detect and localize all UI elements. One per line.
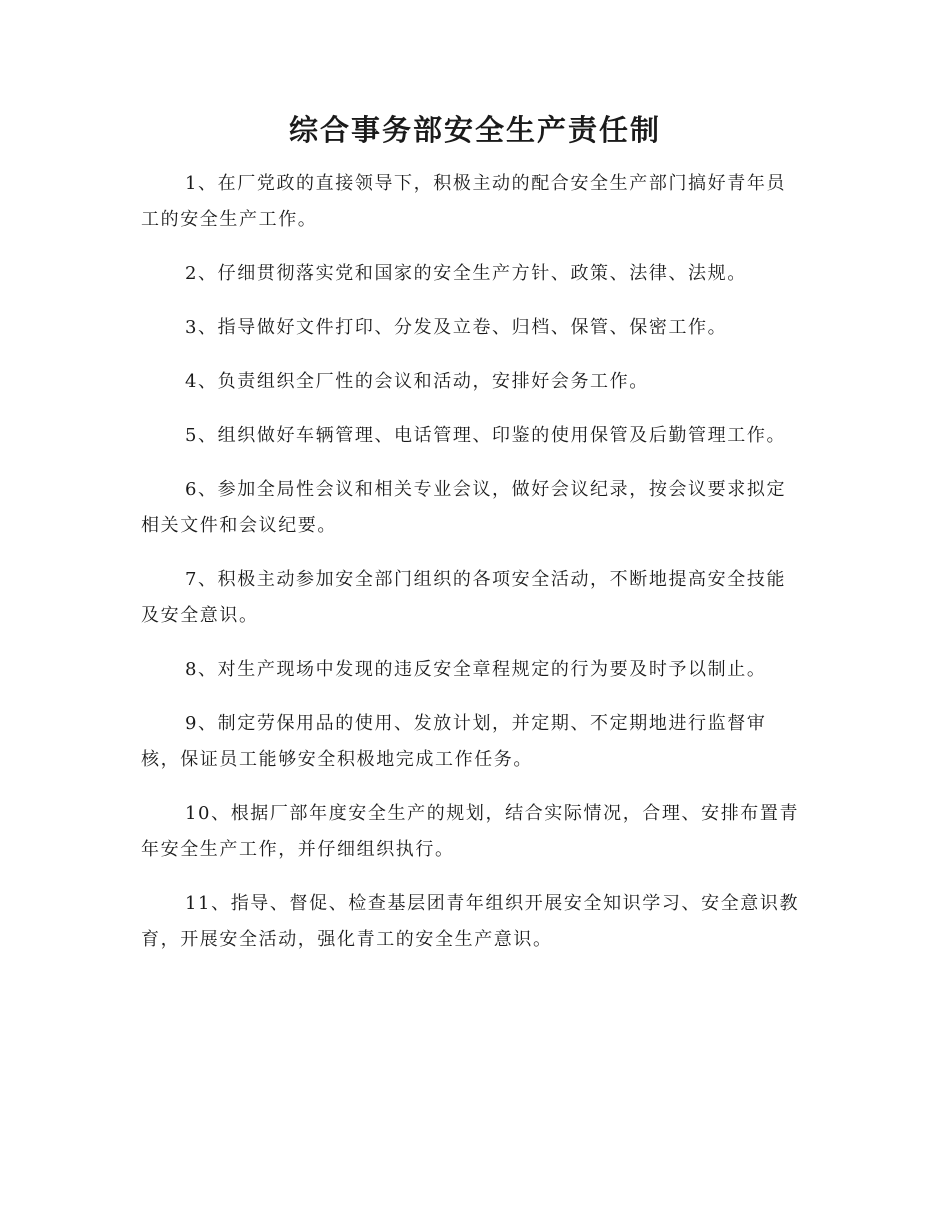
paragraph-2: 2、仔细贯彻落实党和国家的安全生产方针、政策、法律、法规。: [185, 263, 747, 284]
paragraph-9: 9、制定劳保用品的使用、发放计划，并定期、不定期地进行监督审核，保证员工能够安全积极地完成工作任务。: [141, 713, 767, 770]
paragraph-11: 11、指导、督促、检查基层团青年组织开展安全知识学习、安全意识教育，开展安全活动，强化青工的安全生产意识。: [141, 893, 800, 950]
paragraph-10: 10、根据厂部年度安全生产的规划，结合实际情况，合理、安排布置青年安全生产工作，并仔细组织执行。: [141, 803, 800, 860]
paragraph-7: 7、积极主动参加安全部门组织的各项安全活动，不断地提高安全技能及安全意识。: [141, 569, 787, 626]
paragraph-8: 8、对生产现场中发现的违反安全章程规定的行为要及时予以制止。: [185, 659, 767, 680]
paragraph-6: 6、参加全局性会议和相关专业会议，做好会议纪录，按会议要求拟定相关文件和会议纪要。: [141, 479, 787, 536]
paragraph-4: 4、负责组织全厂性的会议和活动，安排好会务工作。: [185, 371, 649, 392]
paragraph-5: 5、组织做好车辆管理、电话管理、印鉴的使用保管及后勤管理工作。: [185, 425, 787, 446]
page-title: 综合事务部安全生产责任制: [288, 113, 661, 147]
paragraph-3: 3、指导做好文件打印、分发及立卷、归档、保管、保密工作。: [185, 317, 728, 338]
paragraph-1: 1、在厂党政的直接领导下，积极主动的配合安全生产部门搞好青年员工的安全生产工作。: [141, 173, 787, 230]
document-body: [141, 166, 805, 976]
